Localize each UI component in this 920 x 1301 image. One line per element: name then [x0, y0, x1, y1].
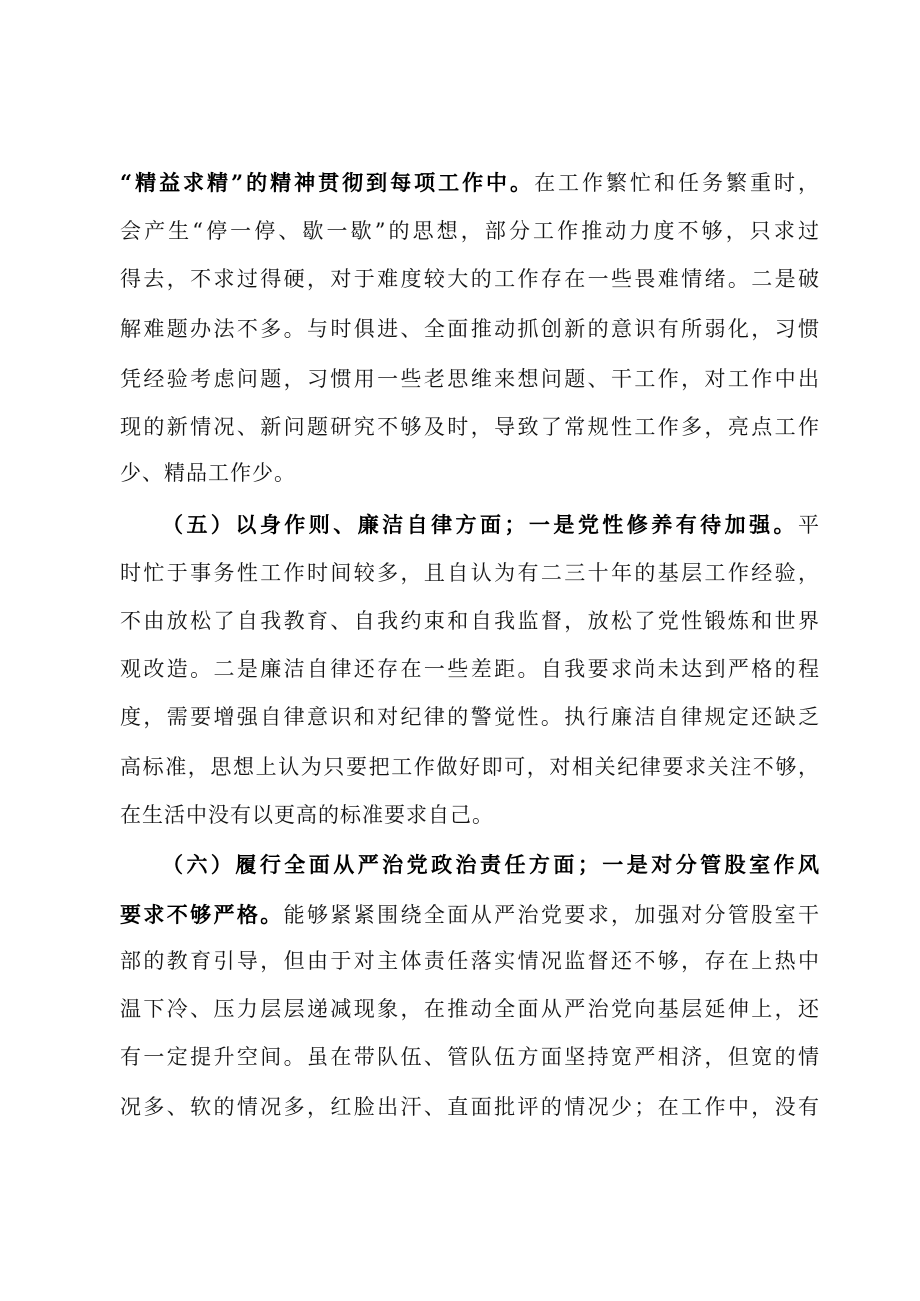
paragraph-line: [120, 309, 820, 349]
bold-text: “精益求精”的精神贯彻到每项工作中。: [120, 170, 535, 195]
body-text: 得去，不求过得硬，对于难度较大的工作存在一些畏难情绪。二是破: [120, 267, 820, 291]
body-text: 少、精品工作少。: [120, 461, 296, 485]
bold-text: （六）履行全面从严治党政治责任方面；一是对分管股室作风: [162, 852, 820, 877]
body-text: 不由放松了自我教育、自我约束和自我监督，放松了党性锻炼和世界: [120, 609, 820, 633]
bold-text: （五）以身作则、廉洁自律方面；一是党性修养有待加强。: [162, 512, 798, 537]
paragraph-line: [120, 359, 820, 399]
paragraph-line: [120, 941, 820, 981]
paragraph-line: [120, 601, 820, 641]
body-text: 在生活中没有以更高的标准要求自己。: [120, 803, 494, 827]
paragraph-line: [120, 1087, 820, 1127]
body-text: 会产生“停一停、歇一歇”的思想，部分工作推动力度不够，只求过: [120, 219, 820, 243]
body-text: 时忙于事务性工作时间较多，且自认为有二三十年的基层工作经验，: [120, 561, 820, 585]
paragraph-line: [120, 989, 820, 1029]
paragraph-line: [120, 895, 820, 935]
paragraph-line: [120, 747, 820, 787]
body-text: 高标准，思想上认为只要把工作做好即可，对相关纪律要求关注不够，: [120, 755, 820, 779]
body-text: 在工作繁忙和任务繁重时，: [534, 171, 820, 195]
body-text: 解难题办法不多。与时俱进、全面推动抓创新的意识有所弱化，习惯: [120, 317, 820, 341]
body-text: 观改造。二是廉洁自律还存在一些差距。自我要求尚未达到严格的程: [120, 657, 820, 681]
paragraph-line: [120, 407, 820, 447]
body-text: 凭经验考虑问题，习惯用一些老思维来想问题、干工作，对工作中出: [120, 367, 820, 391]
paragraph-line: [120, 211, 820, 251]
bold-text: 要求不够严格。: [120, 902, 284, 927]
body-text: 有一定提升空间。虽在带队伍、管队伍方面坚持宽严相济，但宽的情: [120, 1045, 820, 1069]
body-text: 能够紧紧围绕全面从严治党要求，加强对分管股室干: [283, 903, 820, 927]
body-text: 温下冷、压力层层递减现象，在推动全面从严治党向基层延伸上，还: [120, 997, 820, 1021]
section-heading-line: [162, 845, 820, 885]
paragraph-line: [120, 163, 820, 203]
body-text: 况多、软的情况多，红脸出汗、直面批评的情况少；在工作中，没有: [120, 1095, 820, 1119]
section-heading-line: [162, 505, 820, 545]
paragraph-line: [120, 553, 820, 593]
paragraph-line: [120, 1037, 820, 1077]
body-text: 度，需要增强自律意识和对纪律的警觉性。执行廉洁自律规定还缺乏: [120, 705, 820, 729]
paragraph-line: [120, 649, 820, 689]
paragraph-line: [120, 259, 820, 299]
body-text: 现的新情况、新问题研究不够及时，导致了常规性工作多，亮点工作: [120, 415, 820, 439]
paragraph-line: [120, 795, 820, 835]
paragraph-line: [120, 697, 820, 737]
body-text: 平: [798, 513, 820, 537]
body-text: 部的教育引导，但由于对主体责任落实情况监督还不够，存在上热中: [120, 949, 820, 973]
paragraph-line: [120, 453, 820, 493]
